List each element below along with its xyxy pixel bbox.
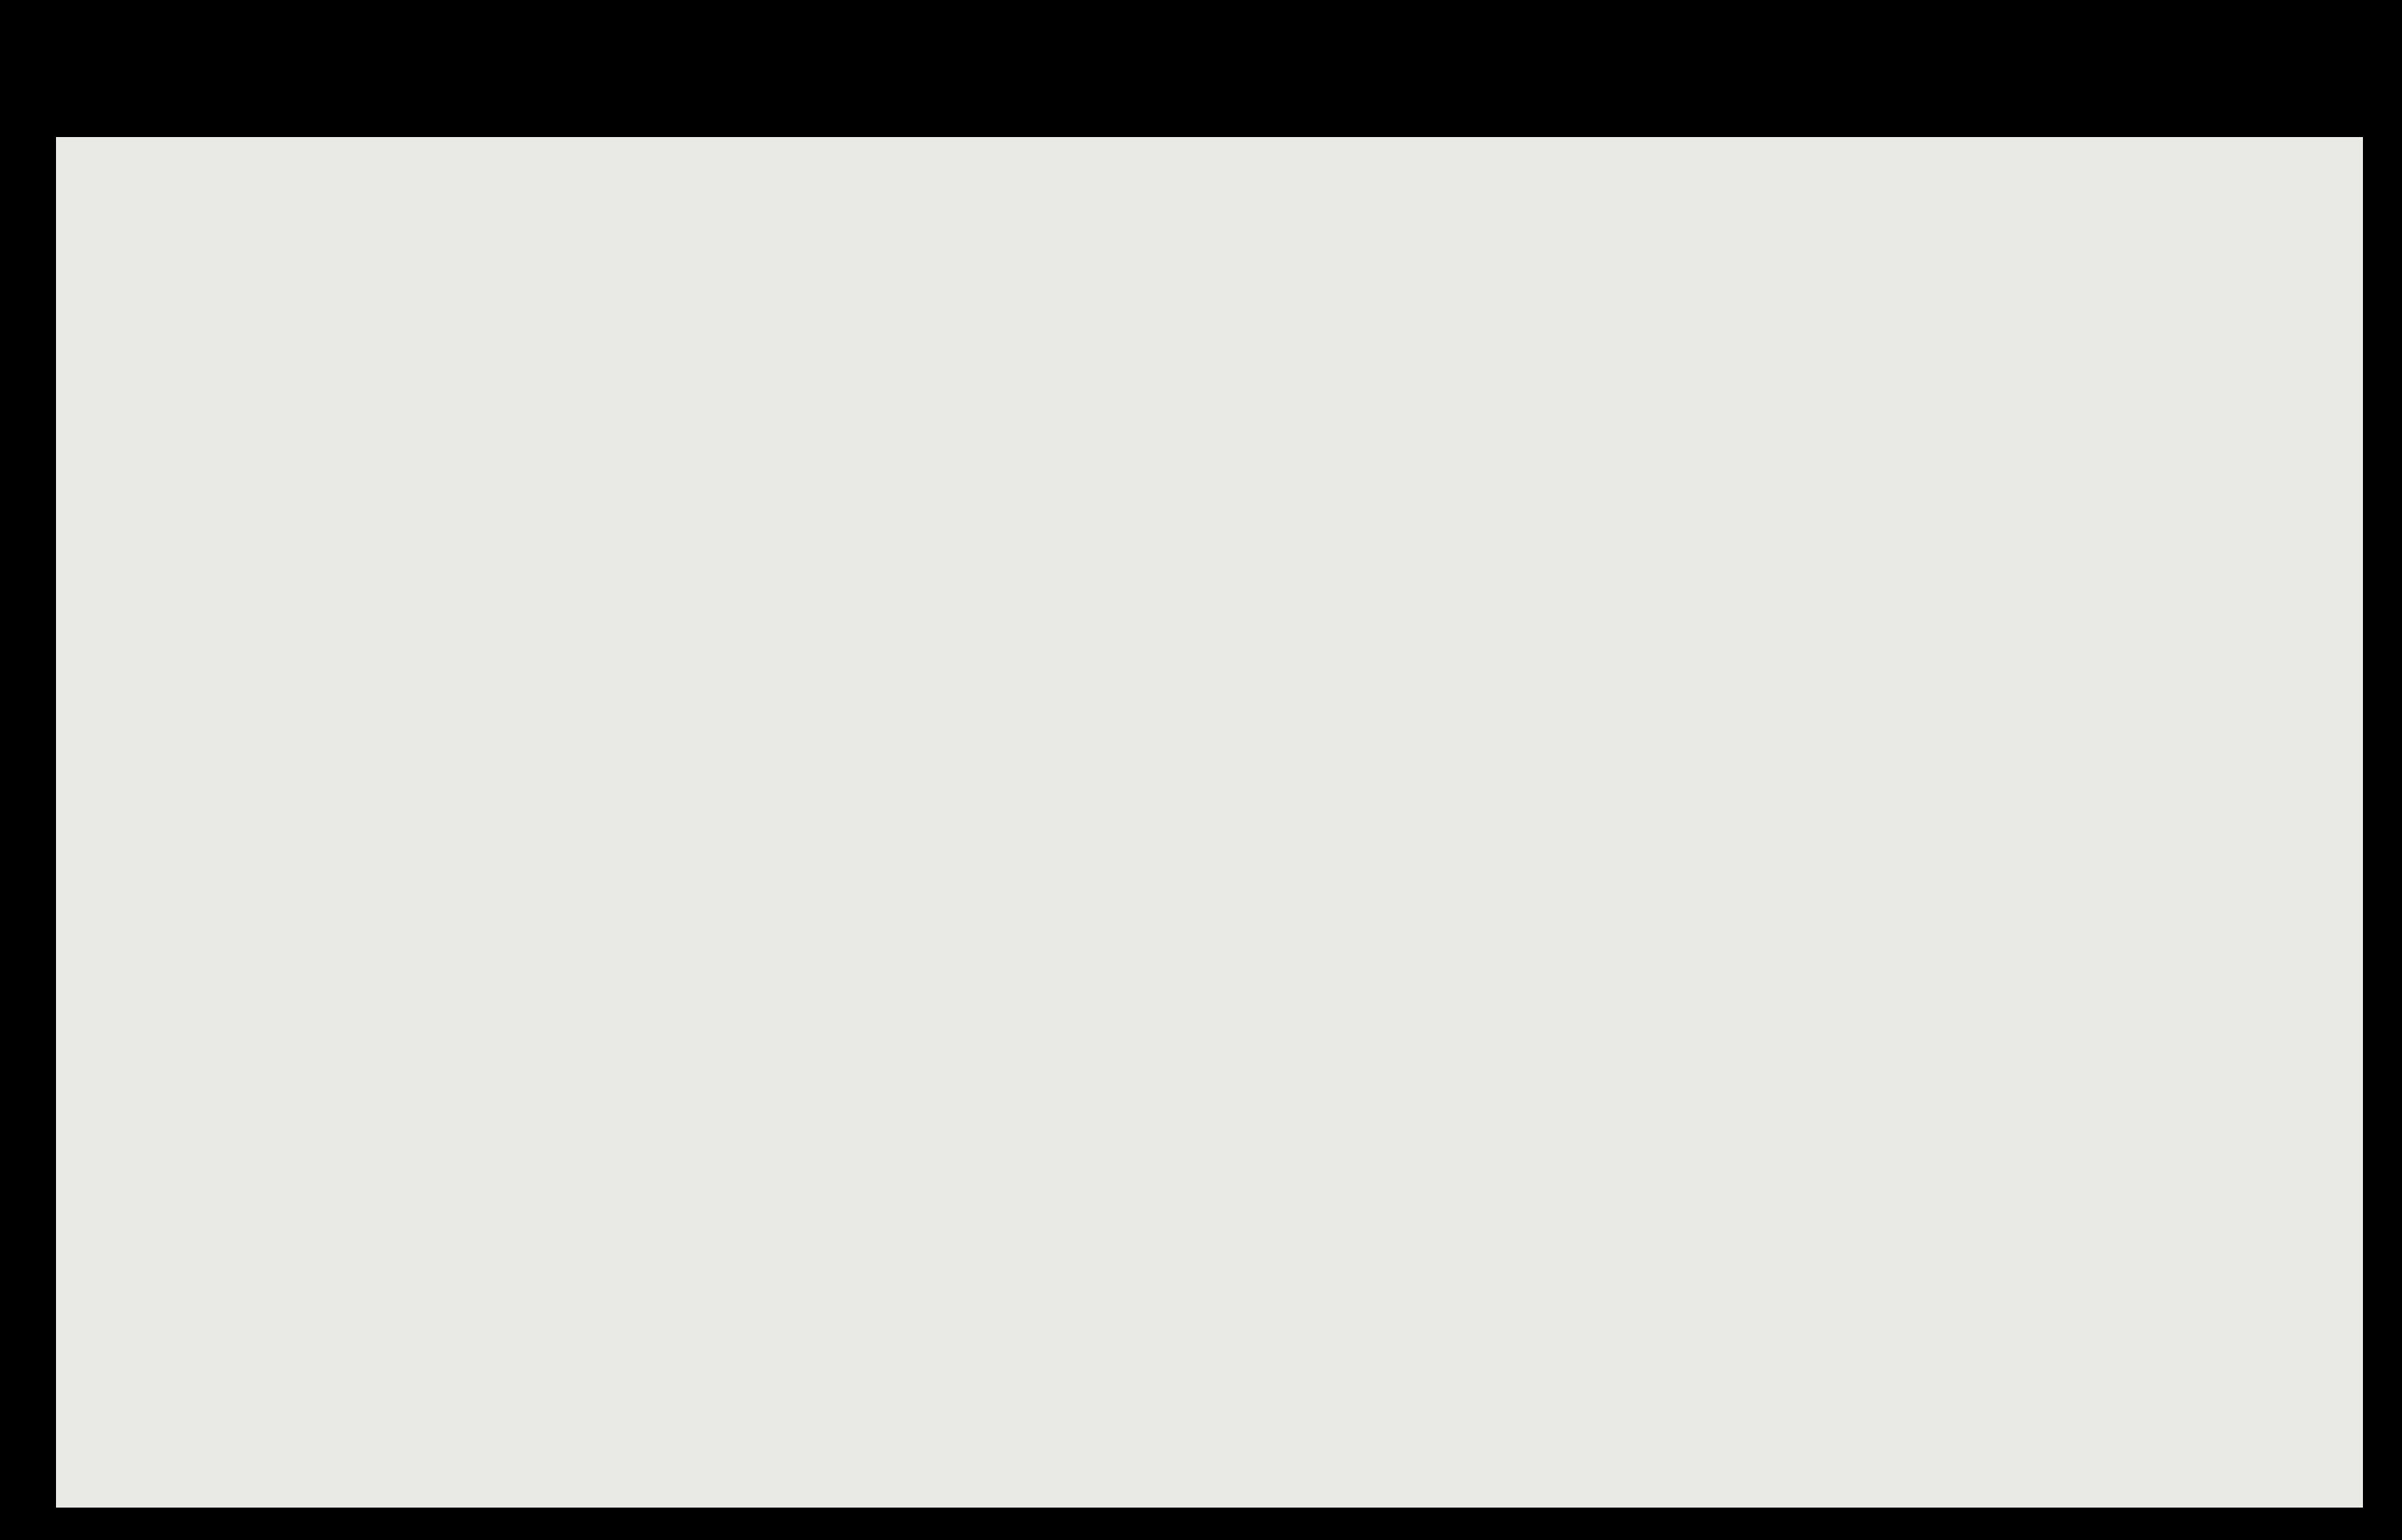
census-card	[56, 137, 2363, 1508]
